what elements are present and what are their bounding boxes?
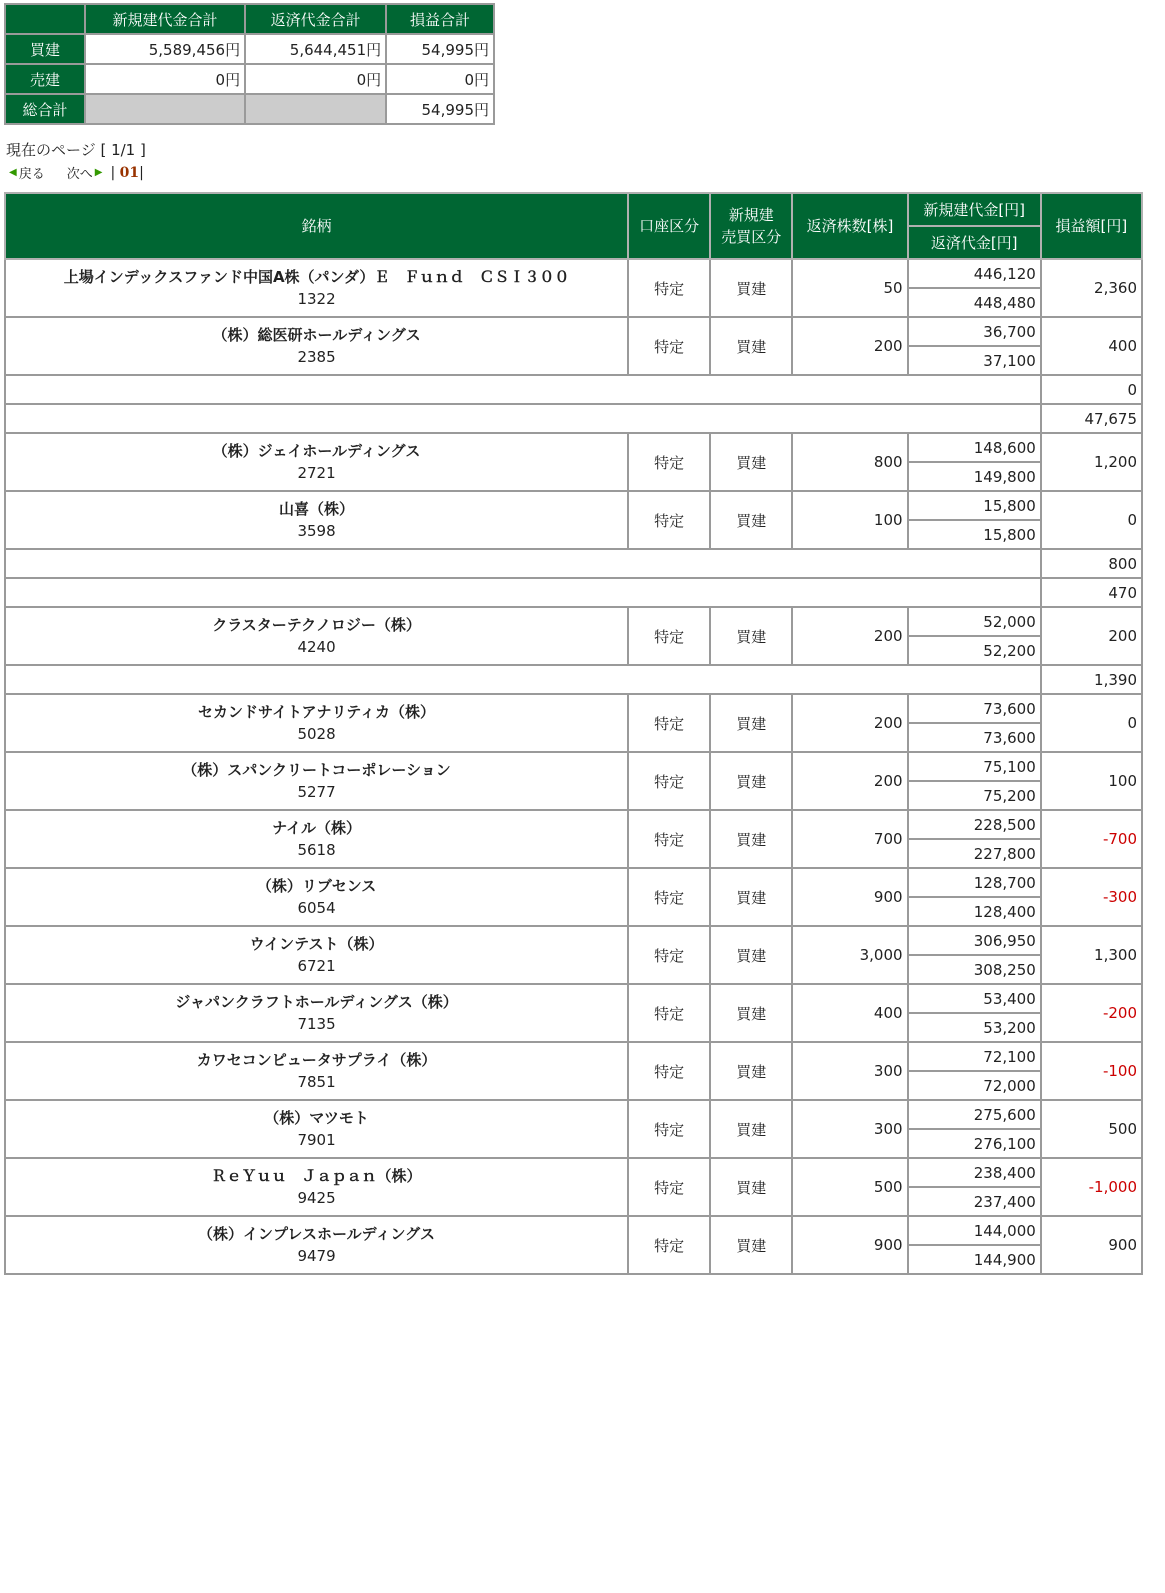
table-row: [5, 1100, 1142, 1129]
table-row: [5, 607, 1142, 636]
name-cell: [5, 694, 628, 752]
triangle-left-icon: ◀: [9, 167, 17, 178]
trade-cell: 買建: [710, 984, 792, 1042]
stock-code: 4240: [297, 638, 336, 656]
summary-pnl: 54,995円: [386, 94, 494, 124]
col-header-qty: 返済株数[株]: [792, 193, 907, 259]
pnl-cell: 1,300: [1041, 926, 1142, 984]
repay-amount-cell: 75,200: [908, 781, 1041, 810]
account-cell: 特定: [628, 259, 710, 317]
new-amount-cell: 36,700: [908, 317, 1041, 346]
blank-cell: [5, 404, 1041, 433]
summary-new-empty: [85, 94, 245, 124]
account-cell: 特定: [628, 607, 710, 665]
table-row: [5, 259, 1142, 288]
new-amount-cell: 73,600: [908, 694, 1041, 723]
pnl-cell: -100: [1041, 1042, 1142, 1100]
stock-code: 7135: [297, 1015, 336, 1033]
table-row: [5, 1042, 1142, 1071]
page-bar-close: |: [139, 164, 144, 181]
pnl-cell: 0: [1041, 694, 1142, 752]
pnl-cell: 100: [1041, 752, 1142, 810]
new-amount-cell: 228,500: [908, 810, 1041, 839]
blank-cell: [5, 375, 1041, 404]
pnl-cell: -700: [1041, 810, 1142, 868]
new-amount-cell: 275,600: [908, 1100, 1041, 1129]
trade-cell: 買建: [710, 1216, 792, 1274]
account-cell: 特定: [628, 433, 710, 491]
repay-amount-cell: 52,200: [908, 636, 1041, 665]
account-cell: 特定: [628, 752, 710, 810]
account-cell: 特定: [628, 1042, 710, 1100]
account-cell: 特定: [628, 317, 710, 375]
col-header-new-amount: 新規建代金[円]: [908, 193, 1041, 226]
qty-cell: 900: [792, 1216, 907, 1274]
col-header-pnl: 損益額[円]: [1041, 193, 1142, 259]
summary-header-pnl: 損益合計: [386, 4, 494, 34]
stock-code: 5618: [297, 841, 336, 859]
qty-cell: 200: [792, 694, 907, 752]
qty-cell: 100: [792, 491, 907, 549]
positions-body: [5, 259, 1142, 1274]
account-cell: 特定: [628, 810, 710, 868]
name-cell: [5, 1158, 628, 1216]
trade-cell: 買建: [710, 868, 792, 926]
blank-cell: [5, 578, 1041, 607]
next-link[interactable]: 次へ: [66, 167, 93, 182]
repay-amount-cell: 53,200: [908, 1013, 1041, 1042]
trade-cell: 買建: [710, 1042, 792, 1100]
qty-cell: 50: [792, 259, 907, 317]
name-cell: [5, 926, 628, 984]
stock-code: 6054: [297, 899, 336, 917]
stock-name[interactable]: 上場インデックスファンド中国A株（パンダ）Ｅ Ｆｕｎｄ ＣＳＩ３００: [63, 268, 570, 286]
repay-amount-cell: 15,800: [908, 520, 1041, 549]
col-header-account: 口座区分: [628, 193, 710, 259]
qty-cell: 700: [792, 810, 907, 868]
new-amount-cell: 75,100: [908, 752, 1041, 781]
pnl-cell: 47,675: [1041, 404, 1142, 433]
stock-name[interactable]: ナイル（株）: [272, 819, 362, 837]
qty-cell: 200: [792, 607, 907, 665]
stock-code: 7901: [297, 1131, 336, 1149]
summary-row-label: 売建: [5, 64, 85, 94]
stock-name[interactable]: （株）マツモト: [264, 1109, 369, 1127]
repay-amount-cell: 37,100: [908, 346, 1041, 375]
pnl-cell: -300: [1041, 868, 1142, 926]
name-cell: [5, 491, 628, 549]
stock-name[interactable]: 山喜（株）: [279, 500, 355, 518]
summary-row-label: 総合計: [5, 94, 85, 124]
stock-code: 2721: [297, 464, 336, 482]
summary-repay: 0円: [245, 64, 386, 94]
new-amount-cell: 238,400: [908, 1158, 1041, 1187]
pnl-cell: -1,000: [1041, 1158, 1142, 1216]
stock-name[interactable]: （株）リブセンス: [256, 877, 377, 895]
col-header-name: 銘柄: [5, 193, 628, 259]
stock-code: 7851: [297, 1073, 336, 1091]
trade-cell: 買建: [710, 1100, 792, 1158]
qty-cell: 800: [792, 433, 907, 491]
new-amount-cell: 306,950: [908, 926, 1041, 955]
repay-amount-cell: 73,600: [908, 723, 1041, 752]
qty-cell: 3,000: [792, 926, 907, 984]
repay-amount-cell: 128,400: [908, 897, 1041, 926]
summary-repay: 5,644,451円: [245, 34, 386, 64]
pnl-cell: 470: [1041, 578, 1142, 607]
stock-name[interactable]: セカンドサイトアナリティカ（株）: [198, 703, 436, 721]
table-row: [5, 1216, 1142, 1245]
trade-cell: 買建: [710, 317, 792, 375]
pnl-cell: -200: [1041, 984, 1142, 1042]
qty-cell: 900: [792, 868, 907, 926]
summary-row-label: 買建: [5, 34, 85, 64]
repay-amount-cell: 276,100: [908, 1129, 1041, 1158]
new-amount-cell: 128,700: [908, 868, 1041, 897]
positions-table: [4, 192, 1143, 1275]
account-cell: 特定: [628, 1158, 710, 1216]
stock-code: 5277: [297, 783, 336, 801]
new-amount-cell: 446,120: [908, 259, 1041, 288]
qty-cell: 200: [792, 752, 907, 810]
qty-cell: 200: [792, 317, 907, 375]
table-row: [5, 868, 1142, 897]
stock-code: 9479: [297, 1247, 336, 1265]
table-row: [5, 1158, 1142, 1187]
pager: [9, 163, 144, 182]
pnl-cell: 0: [1041, 375, 1142, 404]
account-cell: 特定: [628, 694, 710, 752]
pnl-cell: 1,390: [1041, 665, 1142, 694]
pnl-cell: 1,200: [1041, 433, 1142, 491]
trade-cell: 買建: [710, 259, 792, 317]
stock-name[interactable]: カワセコンピュータサプライ（株）: [196, 1051, 437, 1069]
stock-name[interactable]: （株）ジェイホールディングス: [212, 442, 421, 460]
blank-cell: [5, 665, 1041, 694]
name-cell: [5, 317, 628, 375]
summary-new: 5,589,456円: [85, 34, 245, 64]
stock-name[interactable]: ジャパンクラフトホールディングス（株）: [175, 993, 458, 1011]
page-indicator: 現在のページ [ 1/1 ]: [6, 141, 146, 159]
summary-header-repay: 返済代金合計: [245, 4, 386, 34]
trade-cell: 買建: [710, 926, 792, 984]
stock-code: 2385: [297, 348, 336, 366]
table-row: [5, 984, 1142, 1013]
stock-code: 9425: [297, 1189, 336, 1207]
table-row: [5, 491, 1142, 520]
new-amount-cell: 52,000: [908, 607, 1041, 636]
new-amount-cell: 72,100: [908, 1042, 1041, 1071]
stock-code: 3598: [297, 522, 336, 540]
trade-cell: 買建: [710, 433, 792, 491]
pnl-cell: 2,360: [1041, 259, 1142, 317]
stock-name[interactable]: クラスターテクノロジー（株）: [212, 616, 421, 634]
account-cell: 特定: [628, 1216, 710, 1274]
account-cell: 特定: [628, 984, 710, 1042]
account-cell: 特定: [628, 491, 710, 549]
qty-cell: 300: [792, 1100, 907, 1158]
repay-amount-cell: 72,000: [908, 1071, 1041, 1100]
account-cell: 特定: [628, 868, 710, 926]
table-row: [5, 926, 1142, 955]
blank-cell: [5, 549, 1041, 578]
stock-name[interactable]: （株）インプレスホールディングス: [198, 1225, 436, 1243]
name-cell: [5, 810, 628, 868]
name-cell: [5, 984, 628, 1042]
table-row: [5, 752, 1142, 781]
pnl-cell: 800: [1041, 549, 1142, 578]
repay-amount-cell: 227,800: [908, 839, 1041, 868]
page-current: 01: [119, 164, 140, 181]
trade-cell: 買建: [710, 607, 792, 665]
trade-cell: 買建: [710, 694, 792, 752]
pnl-cell: 400: [1041, 317, 1142, 375]
summary-pnl: 54,995円: [386, 34, 494, 64]
table-row: [5, 810, 1142, 839]
name-cell: [5, 1216, 628, 1274]
pnl-cell: 0: [1041, 491, 1142, 549]
summary-table: [4, 3, 495, 125]
name-cell: [5, 607, 628, 665]
trade-cell: 買建: [710, 810, 792, 868]
stock-code: 6721: [297, 957, 336, 975]
repay-amount-cell: 237,400: [908, 1187, 1041, 1216]
stock-code: 1322: [297, 290, 336, 308]
table-row: [5, 694, 1142, 723]
col-header-repay-amount: 返済代金[円]: [908, 226, 1041, 259]
repay-amount-cell: 149,800: [908, 462, 1041, 491]
name-cell: [5, 433, 628, 491]
triangle-right-icon: ▶: [94, 167, 103, 178]
qty-cell: 500: [792, 1158, 907, 1216]
qty-cell: 300: [792, 1042, 907, 1100]
table-row: [5, 433, 1142, 462]
summary-pnl: 0円: [386, 64, 494, 94]
name-cell: [5, 752, 628, 810]
stock-name[interactable]: ウインテスト（株）: [249, 935, 384, 953]
pnl-cell: 200: [1041, 607, 1142, 665]
repay-amount-cell: 308,250: [908, 955, 1041, 984]
trade-cell: 買建: [710, 1158, 792, 1216]
account-cell: 特定: [628, 926, 710, 984]
pnl-cell: 900: [1041, 1216, 1142, 1274]
stock-name[interactable]: （株）総医研ホールディングス: [212, 326, 421, 344]
name-cell: [5, 868, 628, 926]
table-row: [5, 317, 1142, 346]
pnl-cell: 500: [1041, 1100, 1142, 1158]
col-header-trade: 新規建 売買区分: [710, 193, 792, 259]
page-links: [110, 165, 143, 181]
new-amount-cell: 15,800: [908, 491, 1041, 520]
trade-cell: 買建: [710, 491, 792, 549]
summary-header-new: 新規建代金合計: [85, 4, 245, 34]
new-amount-cell: 53,400: [908, 984, 1041, 1013]
qty-cell: 400: [792, 984, 907, 1042]
repay-amount-cell: 144,900: [908, 1245, 1041, 1274]
account-cell: 特定: [628, 1100, 710, 1158]
prev-link[interactable]: 戻る: [18, 167, 45, 182]
new-amount-cell: 148,600: [908, 433, 1041, 462]
trade-cell: 買建: [710, 752, 792, 810]
summary-new: 0円: [85, 64, 245, 94]
page-bar-open: |: [110, 164, 116, 181]
summary-corner: [5, 4, 85, 34]
stock-code: 5028: [297, 725, 336, 743]
new-amount-cell: 144,000: [908, 1216, 1041, 1245]
name-cell: [5, 259, 628, 317]
repay-amount-cell: 448,480: [908, 288, 1041, 317]
name-cell: [5, 1100, 628, 1158]
summary-repay-empty: [245, 94, 386, 124]
stock-name[interactable]: （株）スパンクリートコーポレーション: [182, 761, 451, 779]
name-cell: [5, 1042, 628, 1100]
stock-name[interactable]: ＲｅＹｕｕ Ｊａｐａｎ（株）: [211, 1167, 422, 1185]
